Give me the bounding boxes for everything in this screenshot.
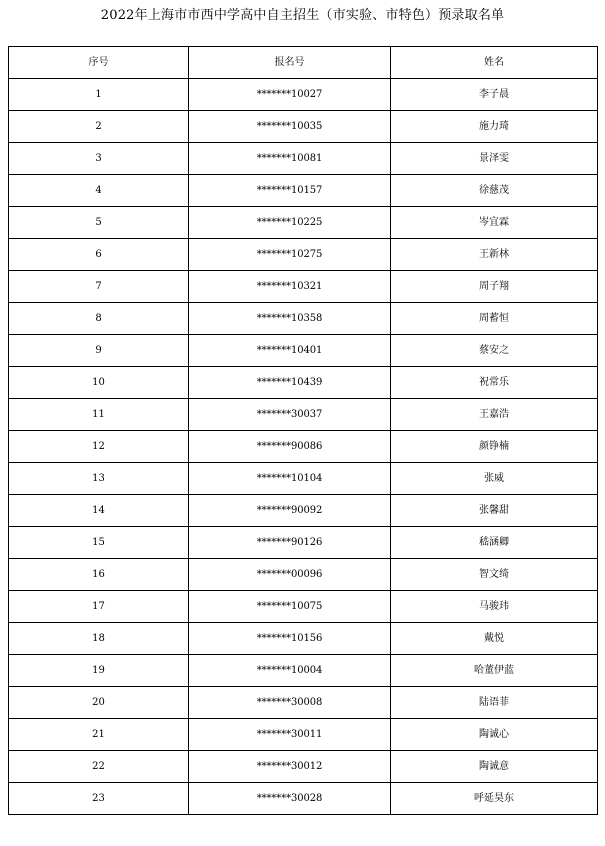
cell-seq: 15 (9, 527, 189, 559)
cell-name: 哈董伊蓝 (391, 655, 598, 687)
cell-seq: 7 (9, 271, 189, 303)
cell-seq: 20 (9, 687, 189, 719)
table-row (9, 655, 598, 687)
cell-name: 岑宜霖 (391, 207, 598, 239)
cell-seq: 21 (9, 719, 189, 751)
table-row (9, 111, 598, 143)
column-header-name: 姓名 (391, 47, 598, 79)
table-row (9, 559, 598, 591)
table-row (9, 367, 598, 399)
cell-name: 蔡安之 (391, 335, 598, 367)
column-header-registration-no: 报名号 (189, 47, 391, 79)
table-row (9, 175, 598, 207)
cell-seq: 23 (9, 783, 189, 815)
cell-name: 戴悦 (391, 623, 598, 655)
table-row (9, 239, 598, 271)
cell-seq: 6 (9, 239, 189, 271)
cell-registration-no: *******10439 (189, 367, 391, 399)
cell-name: 周子翔 (391, 271, 598, 303)
cell-name: 马骏玮 (391, 591, 598, 623)
cell-name: 陶诚心 (391, 719, 598, 751)
cell-registration-no: *******10104 (189, 463, 391, 495)
cell-seq: 9 (9, 335, 189, 367)
table-row (9, 495, 598, 527)
cell-name: 王新林 (391, 239, 598, 271)
cell-seq: 3 (9, 143, 189, 175)
page-title: 2022年上海市市西中学高中自主招生（市实验、市特色）预录取名单 (100, 8, 505, 23)
cell-registration-no: *******10358 (189, 303, 391, 335)
cell-registration-no: *******90086 (189, 431, 391, 463)
cell-name: 李子晨 (391, 79, 598, 111)
cell-registration-no: *******10275 (189, 239, 391, 271)
table-row (9, 687, 598, 719)
cell-name: 嵇涵卿 (391, 527, 598, 559)
cell-name: 周蓄恒 (391, 303, 598, 335)
table-row (9, 783, 598, 815)
cell-name: 张威 (391, 463, 598, 495)
cell-seq: 12 (9, 431, 189, 463)
table-row (9, 207, 598, 239)
table-row (9, 591, 598, 623)
table-row (9, 399, 598, 431)
cell-registration-no: *******30008 (189, 687, 391, 719)
cell-name: 祝常乐 (391, 367, 598, 399)
cell-registration-no: *******10401 (189, 335, 391, 367)
table-header-row (9, 47, 598, 79)
cell-registration-no: *******10321 (189, 271, 391, 303)
cell-registration-no: *******30028 (189, 783, 391, 815)
cell-name: 徐慈茂 (391, 175, 598, 207)
cell-name: 智文绮 (391, 559, 598, 591)
cell-seq: 16 (9, 559, 189, 591)
cell-seq: 2 (9, 111, 189, 143)
cell-seq: 4 (9, 175, 189, 207)
cell-seq: 1 (9, 79, 189, 111)
cell-name: 景泽雯 (391, 143, 598, 175)
table-row (9, 623, 598, 655)
table-row (9, 719, 598, 751)
cell-registration-no: *******10225 (189, 207, 391, 239)
table-row (9, 303, 598, 335)
cell-registration-no: *******30011 (189, 719, 391, 751)
cell-seq: 13 (9, 463, 189, 495)
cell-seq: 10 (9, 367, 189, 399)
table-row (9, 271, 598, 303)
cell-seq: 17 (9, 591, 189, 623)
cell-seq: 18 (9, 623, 189, 655)
table-row (9, 143, 598, 175)
cell-seq: 14 (9, 495, 189, 527)
admission-table (8, 46, 598, 815)
cell-registration-no: *******30012 (189, 751, 391, 783)
cell-seq: 22 (9, 751, 189, 783)
cell-name: 陶诚意 (391, 751, 598, 783)
cell-registration-no: *******10081 (189, 143, 391, 175)
cell-name: 颜铮楠 (391, 431, 598, 463)
cell-name: 呼延昊东 (391, 783, 598, 815)
cell-registration-no: *******30037 (189, 399, 391, 431)
table-row (9, 431, 598, 463)
cell-seq: 11 (9, 399, 189, 431)
table-body (9, 79, 598, 815)
cell-name: 王嘉浩 (391, 399, 598, 431)
cell-seq: 8 (9, 303, 189, 335)
cell-registration-no: *******10075 (189, 591, 391, 623)
table-row (9, 527, 598, 559)
cell-registration-no: *******90126 (189, 527, 391, 559)
cell-registration-no: *******00096 (189, 559, 391, 591)
cell-name: 张馨甜 (391, 495, 598, 527)
cell-registration-no: *******10157 (189, 175, 391, 207)
cell-registration-no: *******90092 (189, 495, 391, 527)
cell-seq: 19 (9, 655, 189, 687)
cell-registration-no: *******10156 (189, 623, 391, 655)
table-row (9, 79, 598, 111)
cell-name: 施力琦 (391, 111, 598, 143)
table-row (9, 463, 598, 495)
cell-registration-no: *******10035 (189, 111, 391, 143)
cell-name: 陆语菲 (391, 687, 598, 719)
column-header-seq: 序号 (9, 47, 189, 79)
cell-registration-no: *******10004 (189, 655, 391, 687)
cell-registration-no: *******10027 (189, 79, 391, 111)
table-row (9, 335, 598, 367)
table-row (9, 751, 598, 783)
cell-seq: 5 (9, 207, 189, 239)
